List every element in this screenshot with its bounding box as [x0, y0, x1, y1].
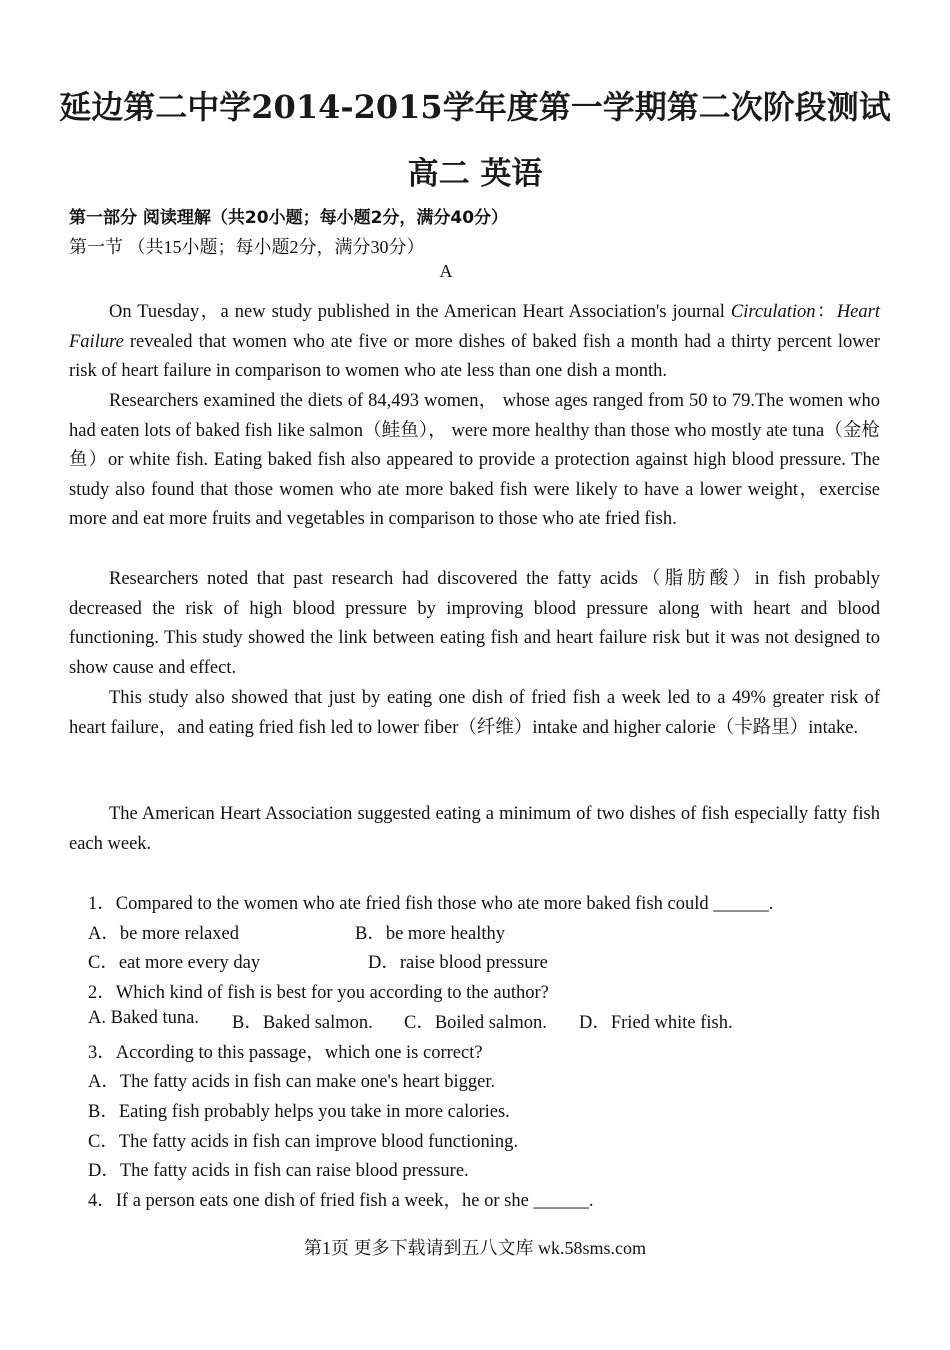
question-2-option-c: C．Boiled salmon. [404, 1013, 547, 1033]
passage-paragraph-2: Researchers examined the diets of 84,493 women， whose ages ranged from 50 to 79.The women who had eaten lots of baked fish like salmon（鲑鱼）， were more healthy than those who mostly ate tuna（金枪鱼）or white fish. Eating baked fish also appeared to provide a protection against high blood pressure. The study also found that those women who ate more baked fish were likely to have a lower weight，exercise more and eat more fruits and vegetables in comparison to those who ate fried fish. [69, 391, 880, 530]
question-3-option-d: D．The fatty acids in fish can raise blood pressure. [88, 1161, 469, 1181]
journal-colon: ： [815, 302, 837, 322]
question-2-option-d: D．Fried white fish. [579, 1013, 733, 1033]
paragraph-1-body: revealed that women who ate five or more dishes of baked fish a month had a thirty percent lower risk of heart failure in comparison to women who ate less than one dish a month. [69, 331, 880, 382]
question-3-stem: 3．According to this passage，which one is correct? [88, 1043, 483, 1063]
journal-name-part-2: Heart Failure [69, 302, 880, 352]
question-3-option-b: B．Eating fish probably helps you take in more calories. [88, 1102, 510, 1122]
journal-name-part-1: Circulation [730, 302, 816, 322]
question-2-option-a: A. Baked tuna. [88, 1008, 199, 1028]
passage-letter: A [439, 261, 453, 281]
paragraph-1-intro: On Tuesday，a new study published in the American Heart Association's journal [109, 302, 731, 322]
exam-subtitle: 高二 英语 [407, 156, 543, 192]
part-heading: 第一部分 阅读理解（共20小题；每小题2分，满分40分） [69, 208, 509, 228]
passage-paragraph-3: Researchers noted that past research had discovered the fatty acids（脂肪酸）in fish probably decreased the risk of high blood pressure by improving blood pressure along with heart and blood functioning. This study showed the link between eating fish and heart failure risk but it was not designed to show cause and effect. [69, 569, 880, 678]
question-1-option-b: B．be more healthy [355, 924, 506, 944]
exam-title: 延边第二中学2014-2015学年度第一学期第二次阶段测试 [59, 88, 891, 126]
question-2-stem: 2．Which kind of fish is best for you according to the author? [88, 983, 549, 1003]
question-3-option-c: C．The fatty acids in fish can improve blood functioning. [88, 1132, 519, 1152]
passage-paragraph-1 [69, 298, 880, 387]
page-footer: 第1页 更多下载请到五八文库 wk.58sms.com [304, 1238, 646, 1258]
question-2-option-b: B．Baked salmon. [232, 1013, 373, 1033]
question-4-stem: 4．If a person eats one dish of fried fish a week，he or she ______. [88, 1191, 594, 1211]
section-heading: 第一节 （共15小题；每小题2分，满分30分） [69, 237, 425, 257]
question-3-option-a: A．The fatty acids in fish can make one's heart bigger. [88, 1072, 496, 1092]
passage-paragraph-5: The American Heart Association suggested eating a minimum of two dishes of fish especially fatty fish each week. [69, 804, 880, 854]
question-1-option-a: A．be more relaxed [88, 924, 240, 944]
question-1-option-c: C．eat more every day [88, 953, 261, 973]
passage-paragraph-4: This study also showed that just by eating one dish of fried fish a week led to a 49% greater risk of heart failure，and eating fried fish led to lower fiber（纤维）intake and higher calorie（卡路里）intake. [69, 688, 880, 738]
question-1-option-d: D．raise blood pressure [368, 953, 548, 973]
question-1-stem: 1．Compared to the women who ate fried fish those who ate more baked fish could ______. [88, 894, 774, 914]
